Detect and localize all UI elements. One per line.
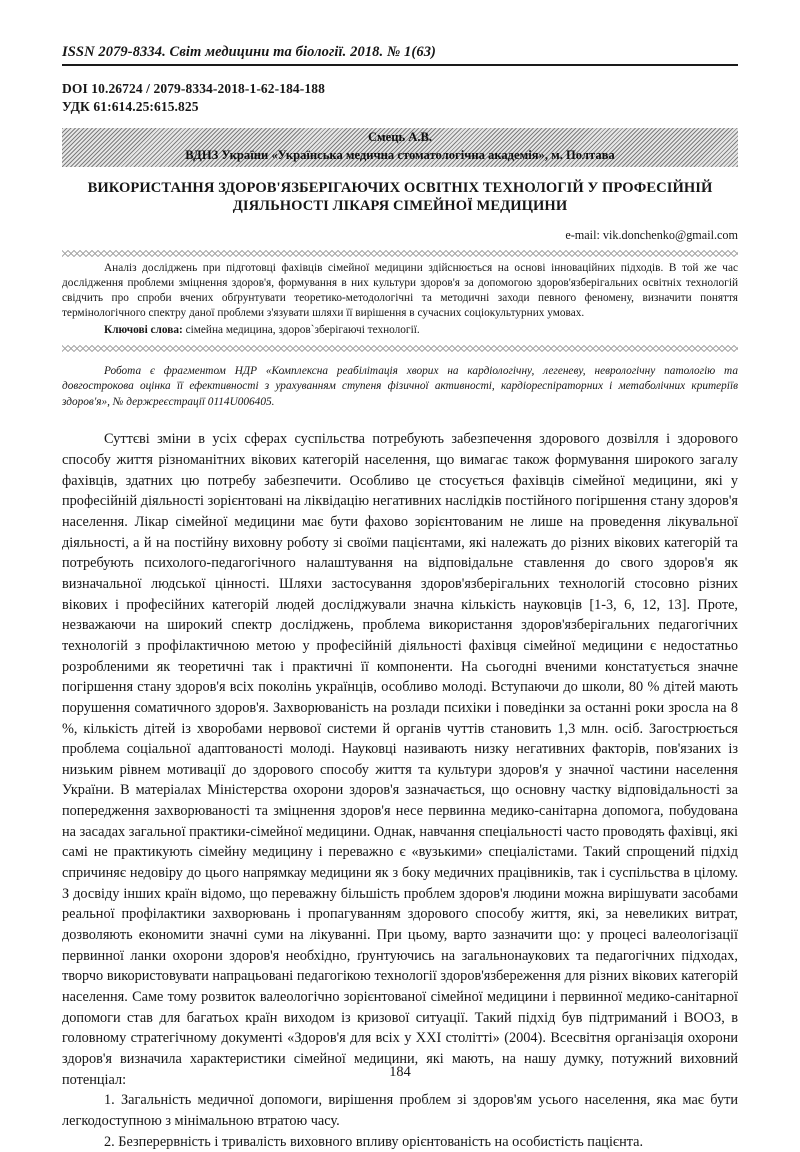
author-affiliation-band (62, 128, 738, 167)
page-content-column (62, 0, 738, 1152)
page-number: 184 (389, 1064, 411, 1080)
doi-line: DOI 10.26724 / 2079-8334-2018-1-62-184-188 (62, 81, 325, 97)
abstract-bottom-divider (62, 345, 738, 352)
running-head-rule (62, 64, 738, 66)
identifier-block (62, 80, 738, 115)
keywords-label: Ключові слова: (104, 323, 183, 336)
keywords-value: сімейна медицина, здоров`зберігаючі технології. (182, 323, 420, 336)
body-paragraph-3: 2. Безперервність і тривалість виховного впливу орієнтованість на особистість пацієнта. (104, 1133, 644, 1150)
author-email: e-mail: vik.donchenko@gmail.com (565, 227, 738, 242)
author-name: Смець А.В. (367, 129, 433, 144)
funding-note: Робота є фрагментом НДР «Комплексна реабілітація хворих на кардіологічну, легеневу, неврологічну патологію та довгострокова оцінка її ефективності з урахуванням ступеня фізичної активності, кардіореспіраторних і метаболічних критеріїв здоров'я», № держреєстрації 0114U006405. (62, 364, 738, 408)
article-title-line-2: ДІЯЛЬНОСТІ ЛІКАРЯ СІМЕЙНОЇ МЕДИЦИНИ (232, 197, 568, 214)
abstract-text: Аналіз досліджень при підготовці фахівців сімейної медицини здійснюється на основі інноваційних підходів. В той же час дослідження проблеми зміцнення здоров'я, формування в них культури здоров'я за допомогою здоров'язберігальних освітніх технологій свідчить про спроби вчених обґрунтувати теоретико-методологічні та методичні заходи певного феномену, визначити поняття термінологічного спектру даної проблеми з'язувати шляхи її вирішення в сучасних соціокультурних умовах. (62, 261, 738, 319)
article-title (62, 179, 738, 215)
running-head: ISSN 2079-8334. Світ медицини та біології. 2018. № 1(63) (62, 44, 436, 60)
keywords-line (62, 323, 738, 338)
article-title-line-1: ВИКОРИСТАННЯ ЗДОРОВ'ЯЗБЕРІГАЮЧИХ ОСВІТНІХ ТЕХНОЛОГІЙ У ПРОФЕСІЙНІЙ (87, 179, 713, 196)
article-body (62, 429, 738, 1152)
abstract-top-divider (62, 250, 738, 257)
udk-line: УДК 61:614.25:615.825 (62, 98, 199, 114)
author-affiliation: ВДНЗ України «Українська медична стоматологічна академія», м. Полтава (185, 147, 615, 162)
body-paragraph-1: Суттєві зміни в усіх сферах суспільства потребують забезпечення здорового дозвілля і здорового способу життя різноманітних вікових категорій населення, що вимагає також формування широкого загалу фахівців, здатних цю потребу забезпечити. Особливо це стосується фахівців сімейної медицини, які у професійній діяльності зорієнтовані на ліквідацію негативних наслідків постійного погіршення стану здоров'я населення. Лікар сімейної медицини має бути фахово зорієнтованим не лише на проведення лікувальної діяльності, а й на постійну виховну роботу зі своїми пацієнтами, які належать до різних вікових категорій та потребують психолого-педагогічного налаштування на відповідальне ставлення до свого здоров'я як визначальної людської цінності. Шляхи застосування здоров'язберігальних технологій стосовно різних вікових і професійних категорій людей досліджували значна кількість науковців [1-3, 6, 12, 13]. Проте, незважаючи на широкий спектр досліджень, проблема використання здоров'язберігальних педагогічних технологій з профілактичною метою у професійній діяльності фахівця сімейної медицини є недостатньо розробленими як теоретичні так і практичні її компоненти. На сьогодні вченими констатується значне погіршення стану здоров'я всіх поколінь українців, особливо молоді. Вступаючи до школи, 80 % дітей мають порушення соматичного здоров'я. Захворюваність на розлади психіки і поведінки за останні роки зросла на 8 %, кількість дітей із хворобами нервової системи й органів чуттів становить 1,3 млн. осіб. Загострюється проблема соціальної адаптованості молоді. Науковці називають низку негативних факторів, пов'язаних із низьким рівнем мотивації до здорового способу життя та культури здоров'я у значної частини населення України. В матеріалах Міністерства охорони здоров'я зазначається, що основну частку відповідальності за попередження захворюваності та зміцнення здоров'я несе первинна медико-санітарна допомога, побудована на засадах загальної практики-сімейної медицини. Однак, навчання спеціальності часто проводять фахівці, які самі не практикують сімейну медицину і переважно є «вузькими» спеціалістами. Такий спрощений підхід спричиняє недовіру до цього напрямкау медицини як з боку медичних працівників, так і суспільства в цілому. З досвіду інших країн відомо, що переважну більшість проблем здоров'я людини можна вирішувати засобами реальної профілактики захворювань і пропагуванням здорового способу життя, які, за невеликих витрат, дозволяють економити значні суми на лікуванні. При цьому, варто зазначити що: у процесі валеологізації первинної ланки охорони здоров'я необхідно, ґрунтуючись на загальнонаукових та педагогічних підходах, творчо використовувати напрацьовані педагогікою технології здоров'язбереження для різних вікових категорій населення. Саме тому розвиток валеологічно зорієнтованої сімейної медицини і первинної медико-санітарної допомоги став для багатьох країн виходом із кризової ситуації. Такий підхід був підтриманий і ВООЗ, в головному стратегічному документі «Здоров'я для всіх у XXI столітті» (2004). Всесвітня організація охорони здоров'я визначила характеристики сімейної медицини, які мають, на нашу думку, потужний виховний потенціал: (62, 431, 738, 1088)
body-paragraph-2: 1. Загальність медичної допомоги, вирішення проблем зі здоров'ям усього населення, яка має бути легкодоступною з мінімальною втратою часу. (62, 1092, 738, 1129)
